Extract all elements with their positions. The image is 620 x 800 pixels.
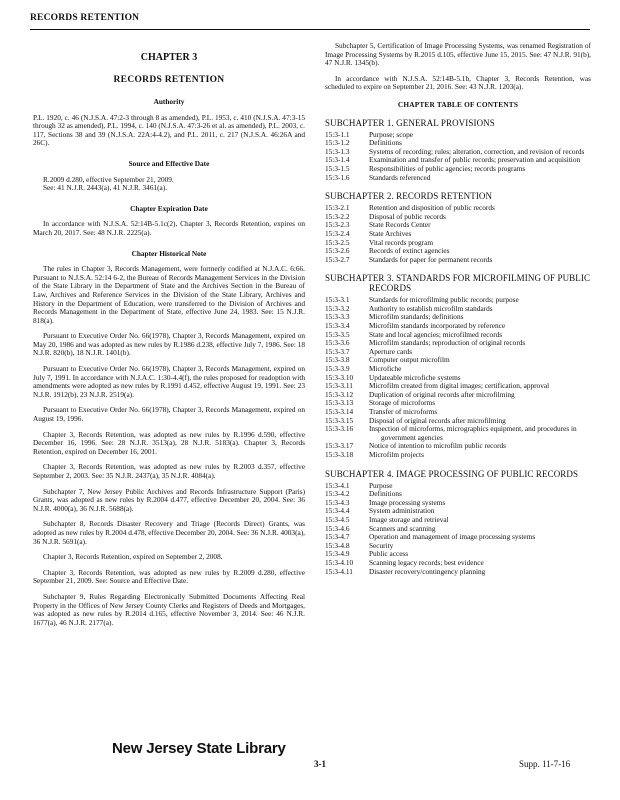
section-title: Microfilm standards; reproduction of original records	[369, 338, 526, 348]
right-column	[325, 42, 591, 576]
section-title: Standards referenced	[369, 172, 431, 182]
section-number: 15:3-1.5	[325, 163, 350, 173]
intro-paragraph: In accordance with N.J.S.A. 52:14B-5.1b, Chapter 3, Records Retention, was scheduled to expire on September 21, 2016. See: 43 N.J.R. 1203(a).	[325, 73, 591, 92]
table-of-contents	[325, 118, 591, 577]
section-title: Microfilm standards incorporated by reference	[369, 321, 506, 331]
running-header: RECORDS RETENTION	[30, 13, 140, 23]
section-number: 15:3-4.2	[325, 489, 350, 499]
section-number: 15:3-4.5	[325, 514, 350, 524]
section-number: 15:3-1.2	[325, 138, 350, 148]
section-title: Purpose; scope	[369, 129, 413, 139]
section-number: 15:3-3.3	[325, 312, 350, 322]
section-number: 15:3-2.4	[325, 228, 350, 238]
page-number: 3-1	[314, 759, 326, 769]
history-paragraph: Subchapter 9, Rules Regarding Electronically Submitted Documents Affecting Real Property in the Offices of New Jersey County Clerks and Registers of Deeds and Mortgages, was adopted as new rules by R.2014 d.165, effective November 3, 2014. See: 46 N.J.R. 1677(a), 46 N.J.R. 2177(a).	[33, 591, 305, 627]
toc-entry	[325, 451, 591, 460]
subchapter-heading: SUBCHAPTER 1. GENERAL PROVISIONS	[325, 117, 495, 128]
section-number: 15:3-3.14	[325, 407, 354, 416]
section-title: Responsibilities of public agencies; records programs	[369, 163, 526, 173]
section-number: 15:3-3.9	[325, 364, 350, 374]
section-number: 15:3-4.11	[325, 566, 353, 576]
source-text: R.2009 d.280, effective September 21, 2009.	[43, 174, 174, 184]
section-number: 15:3-1.3	[325, 146, 350, 156]
toc-entry	[325, 339, 591, 348]
section-title: Vital records program	[369, 237, 433, 247]
section-number: 15:3-3.18	[325, 449, 354, 459]
section-number: 15:3-2.7	[325, 254, 350, 264]
history-paragraph: Pursuant to Executive Order No. 66(1978), Chapter 3, Records Management, expired on May 20, 1986 and was adopted as new rules by R.1986 d.238, effective July 7, 1986. See: 18 N.J.R. 820(b), 18 N.J.R. 1401(b).	[33, 331, 305, 358]
expiration-heading: Chapter Expiration Date	[130, 203, 208, 213]
subchapter-heading: SUBCHAPTER 3. STANDARDS FOR MICROFILMING OF PUBLIC RECORDS	[325, 273, 591, 294]
toc-entry	[325, 230, 591, 239]
section-number: 15:3-3.13	[325, 398, 354, 408]
toc-entry	[325, 174, 591, 183]
section-number: 15:3-1.1	[325, 129, 350, 139]
section-title: Aperture cards	[369, 346, 413, 356]
section-title: Operation and management of image processing systems	[369, 532, 536, 542]
section-title: Duplication of original records after microfilming	[369, 389, 515, 399]
toc-entry	[325, 356, 591, 365]
section-title: Disaster recovery/contingency planning	[369, 566, 486, 576]
authority-heading: Authority	[153, 97, 185, 106]
section-title: Standards for paper for permanent records	[369, 254, 493, 264]
toc-entry	[325, 131, 591, 140]
section-number: 15:3-3.11	[325, 381, 353, 391]
section-title: Authority to establish microfilm standards	[369, 303, 493, 313]
chapter-title: RECORDS RETENTION	[113, 75, 225, 85]
toc-entry	[325, 391, 591, 400]
section-number: 15:3-2.1	[325, 203, 350, 213]
authority-text: P.L. 1920, c. 46 (N.J.S.A. 47:2-3 through 8 as amended), P.L. 1953, c. 410 (N.J.S.A. 47:3-15 through 32 as amended), P.L. 1994, c. 140 (N.J.S.A. 47:3-26 et al. as amended), P.L. 2003, c. 117, Sections 38 and 39 (N.J.S.A. 22A:4-4.2), and P.L. 2011, c. 217 (N.J.S.A. 46:26A and 26C).	[33, 112, 305, 148]
section-number: 15:3-4.1	[325, 480, 350, 490]
section-title: Notice of intention to microfilm public records	[369, 441, 506, 451]
toc-entry	[325, 221, 591, 230]
section-number: 15:3-4.10	[325, 557, 354, 567]
section-number: 15:3-3.6	[325, 338, 350, 348]
history-paragraph: Chapter 3, Records Retention, was adopted as new rules by R.2009 d.280, effective September 21, 2009. See: Source and Effective Date.	[33, 567, 305, 586]
history-paragraph: Subchapter 7, New Jersey Public Archives and Records Infrastructure Support (Paris) Grants, was adopted as new rules by R.2004 d.477, effective December 20, 2004. See: 36 N.J.R. 4000(a), 36 N.J.R. 5688(a).	[33, 486, 305, 513]
history-paragraph: Chapter 3, Records Retention, expired on September 2, 2008.	[43, 552, 223, 562]
section-title: Security	[369, 540, 394, 550]
section-number: 15:3-4.3	[325, 497, 350, 507]
subchapter-heading: SUBCHAPTER 2. RECORDS RETENTION	[325, 191, 493, 202]
left-column	[33, 42, 305, 627]
section-number: 15:3-4.9	[325, 549, 350, 559]
toc-entry	[325, 348, 591, 357]
toc-entry	[325, 165, 591, 174]
section-title: State Archives	[369, 228, 412, 238]
section-number: 15:3-3.5	[325, 329, 350, 339]
history-paragraph: Subchapter 8, Records Disaster Recovery and Triage (Records Direct) Grants, was adopted as new rules by R.2004 d.478, effective December 20, 2004. See: 36 N.J.R. 4003(a), 36 N.J.R. 5691(a).	[33, 519, 305, 546]
toc-entry	[325, 542, 591, 551]
section-title: Inspection of microforms, micrographics equipment, and procedures in government agencies	[369, 424, 577, 442]
toc-entry	[325, 442, 591, 451]
section-number: 15:3-3.12	[325, 389, 354, 399]
history-paragraph: Pursuant to Executive Order No. 66(1978), Chapter 3, Records Management, expired on August 19, 1996.	[33, 405, 305, 424]
history-paragraph: Chapter 3, Records Retention, was adopted as new rules by R.1996 d.590, effective December 16, 1996. See: 28 N.J.R. 3513(a), 28 N.J.R. 5183(a). Chapter 3, Records Retention, expired on December 16, 2001.	[33, 429, 305, 456]
section-title: Computer output microfilm	[369, 355, 450, 365]
toc-entry	[325, 399, 591, 408]
section-title: Updateable microfiche systems	[369, 372, 461, 382]
section-number: 15:3-4.8	[325, 540, 350, 550]
section-number: 15:3-3.16	[325, 424, 354, 434]
section-title: System administration	[369, 506, 435, 516]
section-title: Microfilm projects	[369, 449, 424, 459]
section-number: 15:3-1.6	[325, 172, 350, 182]
section-number: 15:3-3.10	[325, 372, 354, 382]
intro-notes	[325, 42, 591, 92]
section-title: Microfilm created from digital images; certification, approval	[369, 381, 550, 391]
toc-entry	[325, 507, 591, 516]
toc-entry	[325, 256, 591, 265]
section-number: 15:3-1.4	[325, 155, 350, 165]
toc-entry	[325, 499, 591, 508]
section-title: Retention and disposition of public records	[369, 203, 495, 213]
section-title: Examination and transfer of public records; preservation and acquisition	[369, 155, 581, 165]
section-number: 15:3-3.7	[325, 346, 350, 356]
toc-entry	[325, 533, 591, 542]
section-title: Definitions	[369, 138, 402, 148]
section-number: 15:3-3.15	[325, 415, 354, 425]
section-number: 15:3-3.2	[325, 303, 350, 313]
toc-entry	[325, 568, 591, 577]
section-title: Scanners and scanning	[369, 523, 436, 533]
section-title: Transfer of microforms	[369, 407, 438, 416]
toc-entry	[325, 482, 591, 491]
section-number: 15:3-3.1	[325, 295, 350, 305]
header-rule	[30, 29, 590, 30]
section-title: Definitions	[369, 489, 402, 499]
section-title: Scanning legacy records; best evidence	[369, 557, 484, 567]
supplement-date: Supp. 11-7-16	[519, 759, 571, 769]
toc-entry	[325, 516, 591, 525]
section-title: Image processing systems	[369, 497, 446, 507]
toc-entry	[325, 239, 591, 248]
section-title: Image storage and retrieval	[369, 514, 449, 524]
history-paragraph: The rules in Chapter 3, Records Management, were formerly codified at N.J.A.C. 6:66. Pursuant to N.J.S.A. 52:14 6-2, the Bureau of Records Management Services in the Division of the State Library in the Department of State and the Archives Section in the Bureau of Law, Archives and Reference Services in the Division of the State Library, Archives and History in the Department of Education, were transferred to the Division of Archives and Records Management in the Department of State, effective June 24, 1983. See: 15 N.J.R. 818(a).	[33, 264, 305, 325]
toc-entry	[325, 213, 591, 222]
toc-entry	[325, 490, 591, 499]
toc-entry	[325, 425, 591, 442]
section-title: Storage of microforms	[369, 398, 436, 408]
section-title: Public access	[369, 549, 409, 559]
chapter-number: CHAPTER 3	[140, 52, 198, 63]
section-title: Records of extinct agencies	[369, 246, 450, 256]
toc-entry	[325, 204, 591, 213]
library-logo: New Jersey State Library	[112, 740, 286, 757]
section-number: 15:3-2.6	[325, 246, 350, 256]
section-number: 15:3-4.6	[325, 523, 350, 533]
section-title: Disposal of public records	[369, 211, 446, 221]
history-paragraph: Chapter 3, Records Retention, was adopted as new rules by R.2003 d.357, effective September 2, 2003. See: 35 N.J.R. 2437(a), 35 N.J.R. 4084(a).	[33, 462, 305, 480]
section-number: 15:3-2.2	[325, 211, 350, 221]
source-heading: Source and Effective Date	[128, 158, 210, 168]
section-title: Disposal of original records after microfilming	[369, 415, 506, 425]
toc-heading: CHAPTER TABLE OF CONTENTS	[397, 99, 519, 109]
history-heading: Chapter Historical Note	[131, 248, 207, 258]
section-title: State and local agencies; microfilmed records	[369, 329, 503, 339]
section-title: Standards for microfilming public records; purpose	[369, 295, 519, 305]
section-title: Microfilm standards; definitions	[369, 312, 464, 322]
section-title: State Records Center	[369, 220, 431, 230]
section-title: Microfiche	[369, 364, 402, 374]
section-title: Purpose	[369, 480, 393, 490]
section-number: 15:3-4.7	[325, 532, 350, 542]
section-title: Systems of recording; rules; alteration, correction, and revision of records	[369, 146, 585, 156]
section-number: 15:3-2.5	[325, 237, 350, 247]
section-number: 15:3-3.4	[325, 321, 350, 331]
intro-paragraph: Subchapter 5, Certification of Image Processing Systems, was renamed Registration of Image Processing Systems by R.2015 d.105, effective June 15, 2015. See: 47 N.J.R. 91(b), 47 N.J.R. 1345(b).	[325, 41, 591, 68]
expiration-text: In accordance with N.J.S.A. 52:14B-5.1c(2), Chapter 3, Records Retention, expires on March 20, 2017. See: 48 N.J.R. 2225(a).	[33, 219, 305, 237]
subchapter-heading: SUBCHAPTER 4. IMAGE PROCESSING OF PUBLIC RECORDS	[325, 468, 579, 479]
source-see: See: 41 N.J.R. 2443(a), 41 N.J.R. 3461(a).	[43, 183, 168, 193]
history-notes	[33, 265, 305, 627]
section-number: 15:3-2.3	[325, 220, 350, 230]
section-number: 15:3-3.17	[325, 441, 354, 451]
history-paragraph: Pursuant to Executive Order No. 66(1978), Chapter 3, Records Management, expired on July 7, 1991. In accordance with N.J.A.C. 1:30-4.4(f), the rules proposed for readoption with amendments were adopted as new rules by R.1991 d.452, effective August 19, 1991. See: 23 N.J.R. 1912(b), 23 N.J.R. 2519(a).	[33, 364, 305, 399]
section-number: 15:3-3.8	[325, 355, 350, 365]
section-number: 15:3-4.4	[325, 506, 350, 516]
